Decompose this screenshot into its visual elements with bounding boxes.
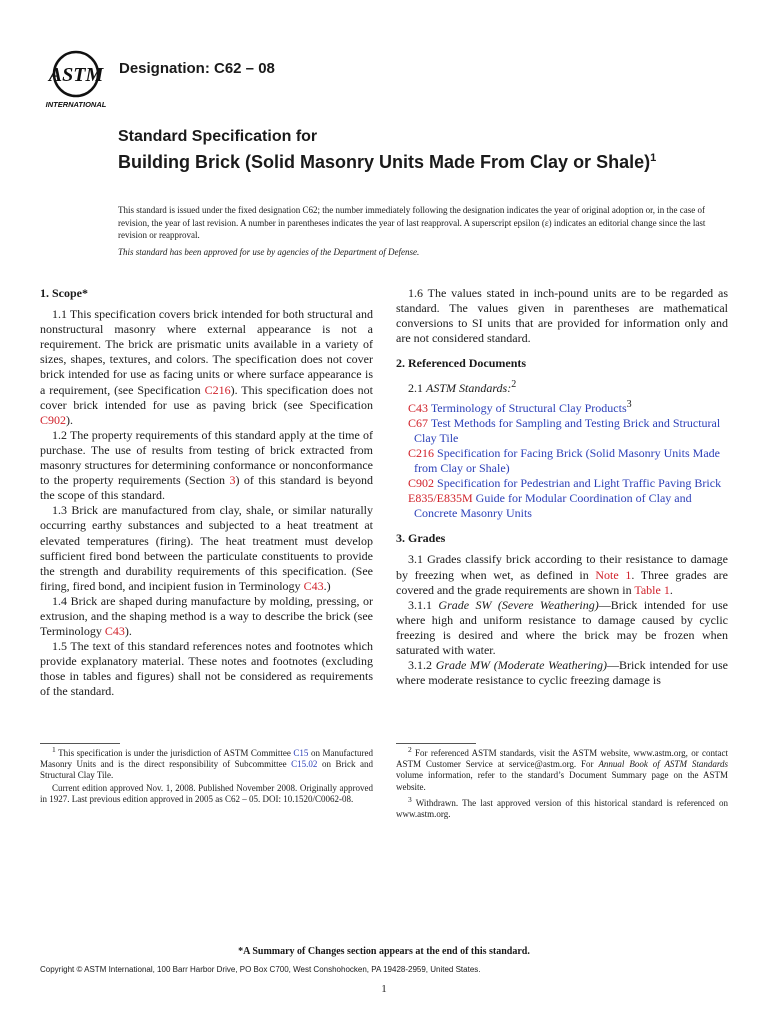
text: 3.1 Grades classify brick according to their resistance to damage by freezing when wet, as defined in [396,552,728,582]
footnote-mark: 1 [52,745,56,754]
text: Grade SW (Severe Weathering) [438,597,599,612]
reference-title-link[interactable]: Test Methods for Sampling and Testing Brick and Structural Clay Tile [414,415,721,445]
section-heading-scope: 1. Scope* [40,286,88,300]
designation: Designation: C62 – 08 [119,60,275,77]
text: 1.3 Brick are manufactured from clay, shale, or similar naturally occurring earthy substances and subjected to a heat treatment at elevated temperatures (firing). The heat treatment must develop sufficient fired bond between the particulate constituents to provide the strength and durability requirements of this specification. (See firing, fired bond, and incipient fusion in Terminology [40,503,373,593]
paragraph-1-6: 1.6 The values stated in inch-pound units are to be regarded as standard. The values given in parentheses are mathematical conversions to SI units that are provided for information only and are not considered standard. [396,286,728,346]
link-section-3[interactable]: 3 [229,473,236,488]
reference-code-link[interactable]: E835/E835M [408,491,473,506]
footnote-3 [396,794,728,820]
paragraph-3-1-2 [396,658,728,688]
reference-item [396,491,728,521]
link-table-1[interactable]: Table 1 [634,582,670,597]
footnotes-left [40,744,373,806]
text: ) of this standard is beyond the scope of this standard. [40,473,374,503]
reference-item [396,476,728,491]
reference-title-link[interactable]: Specification for Facing Brick (Solid Masonry Units Made from Clay or Shale) [414,445,720,475]
paragraph-3-1 [396,552,728,597]
paragraph-1-3 [40,503,373,594]
text: —Brick intended for use where high and uniform resistance to damage caused by cyclic freezing is desired and where the brick may be frozen when saturated with water. [396,597,728,657]
text: This specification is under the jurisdiction of ASTM Committee [55,748,294,758]
section-heading-referenced-documents: 2. Referenced Documents [396,356,527,371]
page-title [118,148,678,173]
text: on Brick and Structural Clay Tile. [40,759,373,781]
title-main-text: Building Brick (Solid Masonry Units Made From Clay or Shale) [118,152,651,172]
reference-code-link[interactable]: C43 [408,400,429,415]
reference-item [396,397,728,416]
reference-code-link[interactable]: C67 [408,415,429,430]
astm-standards-subheading [396,377,728,396]
text: ASTM Standards: [426,381,512,396]
footnote-mark: 2 [511,379,517,391]
link-c902[interactable]: C902 [40,412,67,427]
text: 2.1 [408,381,426,396]
title-block [118,127,678,173]
reference-title-link[interactable]: Specification for Pedestrian and Light Traffic Paving Brick [437,476,722,491]
footnotes-right [396,744,728,821]
copyright-line: Copyright © ASTM International, 100 Barr Harbor Drive, PO Box C700, West Conshohocken, PA 19428-2959, United States. [40,965,481,974]
text: Grade MW (Moderate Weathering) [435,658,607,673]
footnote-1 [40,744,373,782]
text: ). This specification does not cover brick intended for use as paving brick (see Specification [40,382,373,412]
link-c216[interactable]: C216 [204,382,231,397]
link-c15-02[interactable]: C15.02 [291,759,318,770]
reference-code-link[interactable]: C902 [408,476,435,491]
text: 1.2 The property requirements of this standard apply at the time of purchase. The use of results from testing of brick extracted from masonry structures for determining conformance or nonconformance to the property requirements (Section [40,427,373,488]
astm-logo [40,48,112,110]
footnote-2 [396,744,728,793]
title-line1: Standard Specification for [118,128,318,145]
text: . [669,582,673,597]
text: Withdrawn. The last approved version of this historical standard is referenced on www.astm.org. [396,797,728,820]
text: 1.4 Brick are shaped during manufacture by molding, pressing, or extrusion, and the shaping method is a way to describe the brick (see Terminology [40,593,373,639]
referenced-documents-list [396,397,728,522]
text: 3.1.2 [408,658,436,673]
logo-text: ASTM [48,64,104,86]
paragraph-1-5: 1.5 The text of this standard references notes and footnotes which provide explanatory material. These notes and footnotes (excluding those in tables and figures) shall not be considered as requirements of the standard. [40,639,373,699]
text: ). [66,412,74,427]
text: volume information, refer to the standard’s Document Summary page on the ASTM website. [396,770,728,792]
text: For referenced ASTM standards, visit the ASTM website, www.astm.org, or contact ASTM Customer Service at service@astm.org. For [396,748,728,770]
footnote-1-edition: Current edition approved Nov. 1, 2008. Published November 2008. Originally approved in 1927. Last previous edition approved in 2005 as C62 – 05. DOI: 10.1520/C0062-08. [40,782,373,804]
text: .) [323,578,331,593]
page-number: 1 [381,983,387,995]
reference-title-link[interactable]: Guide for Modular Coordination of Clay and Concrete Masonry Units [414,491,692,521]
section-heading-grades: 3. Grades [396,531,446,546]
paragraph-1-1 [40,307,373,428]
right-column [396,286,728,688]
left-column [40,286,373,700]
text: . Three grades are covered and the grade requirements are shown in [396,567,728,597]
text: ). [124,624,132,639]
text: 3.1.1 [408,597,439,612]
paragraph-1-4 [40,594,373,639]
text: —Brick intended for use where moderate resistance to cyclic freezing damage is [396,658,729,688]
text: 1.1 This specification covers brick intended for both structural and nonstructural masonry where external appearance is not a requirement. The brick are prismatic units available in a variety of sizes, shapes, textures, and colors. The specification does not cover brick intended for use as facing units or where surface appearance is a requirement, (see Specification [40,307,373,397]
paragraph-3-1-1 [396,598,728,658]
link-c15[interactable]: C15 [293,748,309,758]
summary-of-changes-note: *A Summary of Changes section appears at the end of this standard. [238,946,530,957]
footnote-mark: 3 [626,398,632,410]
title-footnote-mark: 1 [650,152,657,164]
footnote-mark: 3 [408,794,412,804]
link-c43[interactable]: C43 [104,624,125,639]
paragraph-1-2 [40,428,373,503]
logo-subtext: INTERNATIONAL [45,100,107,109]
text: Annual Book of ASTM Standards [598,759,728,770]
reference-code-link[interactable]: C216 [408,445,435,460]
text: on Manufactured Masonry Units and is the direct responsibility of Subcommittee [40,748,373,770]
reference-title-link[interactable]: Terminology of Structural Clay Products [430,400,627,415]
reference-item [396,446,728,476]
dod-note: This standard has been approved for use by agencies of the Department of Defense. [118,247,420,257]
reference-item [396,416,728,446]
link-note-1[interactable]: Note 1 [595,567,632,582]
link-c43[interactable]: C43 [303,578,324,593]
intro-paragraph: This standard is issued under the fixed designation C62; the number immediately following the designation indicates the year of original adoption or, in the case of revision, the year of last revision. A number in parentheses indicates the year of last reapproval. A superscript epsilon (ε) indicates an editorial change since the last revision or reapproval. [118,205,706,240]
footnote-mark: 2 [408,745,412,754]
